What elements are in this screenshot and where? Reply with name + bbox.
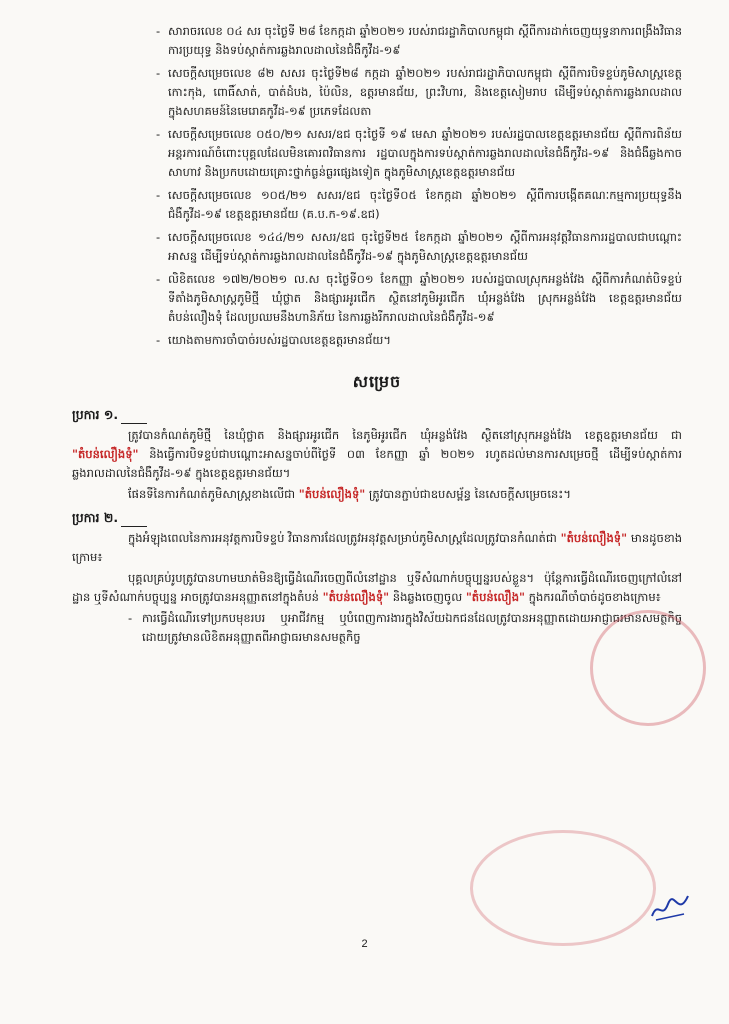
article-2-paragraph-1: [72, 529, 682, 567]
zone-label-red: "តំបន់លឿងទុំ": [322, 590, 390, 604]
reference-item: - លិខិតលេខ ១៧២/២០២១ ល.ស ចុះថ្ងៃទី០១ ខែកញ្ញា ឆ្នាំ២០២១ របស់រដ្ឋបាលស្រុកអន្លង់វែង ស្តីពីការកំណត់បិទខ្ទប់ទីតាំងភូមិសាស្ត្រភូមិថ្មី ឃុំថ្លាត និងផ្សារអូរជើក ស្ថិតនៅភូមិអូរជើក ឃុំអន្លង់វែង ស្រុកអន្លង់វែង ខេត្តឧត្តរមានជ័យ តំបន់លឿងទុំ ដែលប្រឈមនឹងហានិភ័យ នៃការឆ្លងរីករាលដាលនៃជំងឺកូវីដ-១៩: [156, 270, 682, 327]
text-run: ត្រូវបានភ្ជាប់ជាឧបសម្ព័ន្ធ នៃសេចក្តីសម្រេចនេះ។: [365, 487, 571, 501]
decision-title: សម្រេច: [352, 372, 402, 391]
text-run: បុគ្គលគ្រប់រូបត្រូវបានហាមឃាត់មិនឱ្យធ្វើដំណើរចេញពីលំនៅដ្ឋាន ឬទីសំណាក់បច្ចុប្បន្នរបស់ខ្លួន។ ប៉ុន្តែការធ្វើដំណើរចេញក្រៅលំនៅដ្ឋាន ឬទីសំណាក់បច្ចុប្បន្ន អាចត្រូវបានអនុញ្ញាតនៅក្នុងតំបន់: [72, 571, 682, 604]
text-run: ផែនទីនៃការកំណត់ភូមិសាស្ត្រខាងលើជា: [128, 487, 299, 501]
article-2-paragraph-2: [72, 569, 682, 607]
page-number: 2: [361, 938, 368, 950]
zone-label-red: "តំបន់លឿងទុំ": [72, 447, 139, 461]
official-stamp-bottom: [470, 830, 656, 946]
signature-mark: [648, 890, 692, 926]
reference-item: - យោងតាមការចាំបាច់របស់រដ្ឋបាលខេត្តឧត្តរមានជ័យ។: [156, 331, 682, 350]
official-stamp: [590, 610, 706, 726]
heading-underline: [121, 409, 147, 424]
reference-item: - សេចក្តីសម្រេចលេខ ១០៥/២១ សសរ/ឧជ ចុះថ្ងៃទី០៥ ខែកក្កដា ឆ្នាំ២០២១ ស្តីពីការបង្កើតគណៈកម្មការប្រយុទ្ធនឹងជំងឺកូវីដ-១៩ ខេត្តឧត្តរមានជ័យ (គ.ប.ក-១៩.ឧជ): [156, 186, 682, 224]
article-1-paragraph-1: [72, 426, 682, 483]
reference-item: - សារាចរលេខ ០៤ សរ ចុះថ្ងៃទី ២៨ ខែកក្កដា ឆ្នាំ២០២១ របស់រាជរដ្ឋាភិបាលកម្ពុជា ស្តីពីការដាក់ចេញយុទ្ធនាការពង្រឹងវិធានការប្រយុទ្ធ និងទប់ស្កាត់ការឆ្លងរាលដាលនៃជំងឺកូវីដ-១៩: [156, 22, 682, 60]
text-run: ក្នុងករណីចាំបាច់ដូចខាងក្រោម៖: [525, 590, 661, 604]
document-body: [72, 22, 682, 647]
reference-item: - សេចក្តីសម្រេចលេខ ០៥០/២១ សសរ/ឧជ ចុះថ្ងៃទី ១៩ មេសា ឆ្នាំ២០២១ របស់រដ្ឋបាលខេត្តឧត្តរមានជ័យ ស្តីពីការពិន័យអន្តរការណ៍ចំពោះបុគ្គលដែលមិនគោរពវិធានការ រដ្ឋបាលក្នុងការទប់ស្កាត់ការឆ្លងរាលដាលនៃជំងឺកូវីដ-១៩ និងជំងឺឆ្លងកាចសាហាវ និងប្រកបដោយគ្រោះថ្នាក់ធ្ងន់ធ្ងរផ្សេងទៀត ក្នុងភូមិសាស្ត្រខេត្តឧត្តរមានជ័យ: [156, 125, 682, 182]
reference-item: - សេចក្តីសម្រេចលេខ ៨២ សសរ ចុះថ្ងៃទី២៨ កក្កដា ឆ្នាំ២០២១ របស់រាជរដ្ឋាភិបាលកម្ពុជា ស្តីពីការបិទខ្ទប់ភូមិសាស្ត្រខេត្តកោះកុង, ពោធិ៍សាត់, បាត់ដំបង, ប៉ៃលិន, ឧត្តរមានជ័យ, ព្រះវិហារ, និងខេត្តសៀមរាប ដើម្បីទប់ស្កាត់ការឆ្លងរាលដាលក្នុងសហគមន៍នៃមេរោគកូវីដ-១៩ ប្រភេទដែលតា: [156, 64, 682, 121]
text-run: ក្នុងអំឡុងពេលនៃការអនុវត្តការបិទខ្ទប់ វិធានការដែលត្រូវអនុវត្តសម្រាប់ភូមិសាស្ត្រដែលត្រូវបានកំណត់ជា: [128, 531, 561, 545]
text-run: ត្រូវបានកំណត់ភូមិថ្មី នៃឃុំថ្លាត និងផ្សារអូរជើក នៃភូមិអូរជើក ឃុំអន្លង់វែង ស្ថិតនៅស្រុកអន្លង់វែង ខេត្តឧត្តរមានជ័យ ជា: [128, 428, 682, 442]
article-2-bullet: - ការធ្វើដំណើរទៅប្រកបមុខរបរ ឬអាជីវកម្ម ឬបំពេញការងារក្នុងវិស័យឯកជនដែលត្រូវបានអនុញ្ញាតដោយអាជ្ញាធរមានសមត្ថកិច្ច ដោយត្រូវមានលិខិតអនុញ្ញាតពីអាជ្ញាធរមានសមត្ថកិច្ច: [128, 609, 682, 647]
reference-item: - សេចក្តីសម្រេចលេខ ១៤៤/២១ សសរ/ឧជ ចុះថ្ងៃទី២៥ ខែកក្កដា ឆ្នាំ២០២១ ស្តីពីការអនុវត្តវិធានការរដ្ឋបាលជាបណ្តោះអាសន្ន ដើម្បីទប់ស្កាត់ការឆ្លងរាលដាលនៃជំងឺកូវីដ-១៩ ក្នុងភូមិសាស្ត្រខេត្តឧត្តរមានជ័យ: [156, 228, 682, 266]
text-run: មានដូចខាងក្រោម៖: [72, 531, 682, 564]
article-1-paragraph-2: [72, 485, 682, 504]
zone-label-red: "តំបន់លឿងទុំ": [560, 531, 628, 545]
article-2-heading: [72, 508, 682, 527]
article-1-heading: [72, 405, 682, 424]
heading-underline: [121, 512, 147, 527]
reference-list: [156, 22, 682, 350]
text-run: និងឆ្លងចេញចូល: [389, 590, 466, 604]
article-2-label: ប្រការ ២.: [72, 510, 119, 525]
zone-label-red: "តំបន់លឿងទុំ": [298, 487, 366, 501]
article-1-label: ប្រការ ១.: [72, 407, 119, 422]
zone-label-red: "តំបន់លឿង": [465, 590, 526, 604]
text-run: និងធ្វើការបិទខ្ទប់ជាបណ្តោះអាសន្នចាប់ពីថ្ងៃទី ០៣ ខែកញ្ញា ឆ្នាំ ២០២១ រហូតដល់មានការសម្រេចថ្មី ដើម្បីទប់ស្កាត់ការឆ្លងរាលដាលនៃជំងឺកូវីដ-១៩ ក្នុងខេត្តឧត្តរមានជ័យ។: [72, 447, 682, 480]
